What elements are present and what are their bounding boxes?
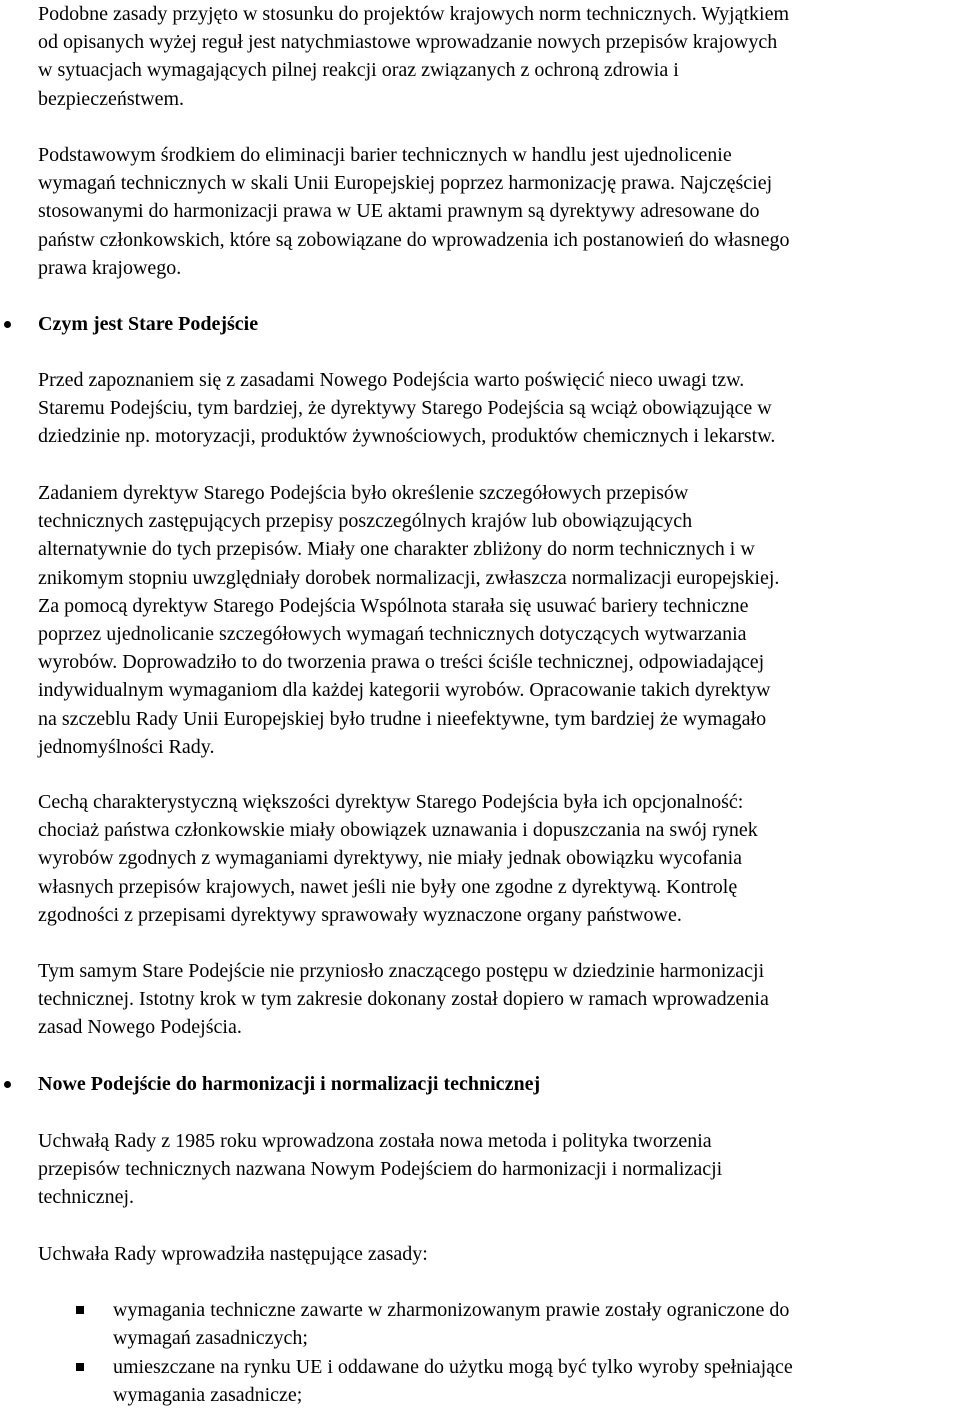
square-bullet-icon [76,1306,84,1314]
text-line: stosowanymi do harmonizacji prawa w UE aktami prawnym są dyrektywy adresowane do [38,200,760,223]
section-heading-new-approach [38,1070,540,1098]
paragraph-old-approach-intro [38,366,775,451]
text-line: wyrobów. Doprowadziło to do tworzenia prawa o treści ściśle technicznej, odpowiadającej [38,651,765,674]
text-line: Cechą charakterystyczną większości dyrektyw Starego Podejścia była ich opcjonalność: [38,791,744,813]
text-line: technicznej. Istotny krok w tym zakresie dokonany został dopiero w ramach wprowadzenia [38,988,769,1011]
text-line: Zadaniem dyrektyw Starego Podejścia było określenie szczegółowych przepisów [38,482,689,504]
text-line: chociaż państwa członkowskie miały obowiązek uznawania i dopuszczania na swój rynek [38,819,758,842]
paragraph-council-resolution [38,1127,722,1212]
text-line: wymagania techniczne zawarte w zharmonizowanym prawie zostały ograniczone do [113,1299,790,1321]
text-line: prawa krajowego. [38,256,182,279]
heading-text: Nowe Podejście do harmonizacji i normalizacji technicznej [38,1073,541,1095]
square-bullet-icon [76,1363,84,1371]
text-line: umieszczane na rynku UE i oddawane do użytku mogą być tylko wyroby spełniające [113,1356,793,1378]
text-line: na szczeblu Rady Unii Europejskiej było trudne i nieefektywne, tym bardziej że wymagało [38,707,767,730]
text-line: zgodności z przepisami dyrektywy sprawowały wyznaczone organy państwowe. [38,903,682,926]
heading-text: Czym jest Stare Podejście [38,313,259,335]
text-line: znikomym stopniu uwzględniały dorobek normalizacji, zwłaszcza normalizacji europejskiej. [38,566,780,589]
text-line: technicznych zastępujących przepisy poszczególnych krajów lub obowiązujących [38,510,693,533]
text-line: poprzez ujednolicanie szczegółowych wymagań technicznych dotyczących wytwarzania [38,623,747,646]
text-line: Uchwałą Rady z 1985 roku wprowadzona została nowa metoda i polityka tworzenia [38,1130,712,1152]
text-line: od opisanych wyżej reguł jest natychmiastowe wprowadzanie nowych przepisów krajowych [38,31,778,54]
text-line: zasad Nowego Podejścia. [38,1016,242,1039]
bullet-dot-icon [4,321,11,328]
text-line: indywidualnym wymaganiom dla każdej kategorii wyrobów. Opracowanie takich dyrektyw [38,679,771,702]
text-line: w sytuacjach wymagających pilnej reakcji oraz związanych z ochroną zdrowia i [38,59,679,82]
paragraph-optionality [38,788,758,929]
bullet-dot-icon [4,1081,11,1088]
section-heading-old-approach [38,310,258,338]
list-item [113,1353,793,1409]
text-line: dziedzinie np. motoryzacji, produktów żywnościowych, produktów chemicznych i lekarstw. [38,425,776,448]
text-line: Uchwała Rady wprowadziła następujące zasady: [38,1243,428,1265]
text-line: alternatywnie do tych przepisów. Miały one charakter zbliżony do norm technicznych i w [38,538,755,561]
text-line: Podobne zasady przyjęto w stosunku do projektów krajowych norm technicznych. Wyjątkiem [38,3,790,25]
text-line: państw członkowskich, które są zobowiązane do wprowadzenia ich postanowień do własnego [38,228,790,251]
text-line: wymagania zasadnicze; [113,1384,303,1407]
text-line: wymagań zasadniczych; [113,1327,308,1350]
text-line: Tym samym Stare Podejście nie przyniosło znaczącego postępu w dziedzinie harmonizacji [38,960,765,982]
text-line: bezpieczeństwem. [38,87,185,110]
paragraph-national-standards [38,0,789,113]
text-line: jednomyślności Rady. [38,735,215,758]
text-line: wymagań technicznych w skali Unii Europejskiej poprzez harmonizację prawa. Najczęściej [38,172,773,195]
paragraph-technical-barriers [38,141,789,282]
text-line: Podstawowym środkiem do eliminacji barier technicznych w handlu jest ujednolicenie [38,144,732,166]
list-item [113,1296,789,1352]
text-line: wyrobów zgodnych z wymaganiami dyrektywy, nie miały jednak obowiązku wycofania [38,847,743,870]
paragraph-old-approach-summary [38,957,769,1042]
paragraph-old-approach-goals [38,479,779,761]
text-line: przepisów technicznych nazwana Nowym Podejściem do harmonizacji i normalizacji [38,1158,723,1181]
text-line: technicznej. [38,1186,135,1209]
paragraph-principles-intro [38,1240,428,1268]
text-line: Przed zapoznaniem się z zasadami Nowego Podejścia warto poświęcić nieco uwagi tzw. [38,369,745,391]
text-line: Za pomocą dyrektyw Starego Podejścia Wspólnota starała się usuwać bariery techniczne [38,594,749,617]
text-line: własnych przepisów krajowych, nawet jeśli nie były one zgodne z dyrektywą. Kontrolę [38,875,738,898]
text-line: Staremu Podejściu, tym bardziej, że dyrektywy Starego Podejścia są wciąż obowiązujące w [38,397,772,420]
